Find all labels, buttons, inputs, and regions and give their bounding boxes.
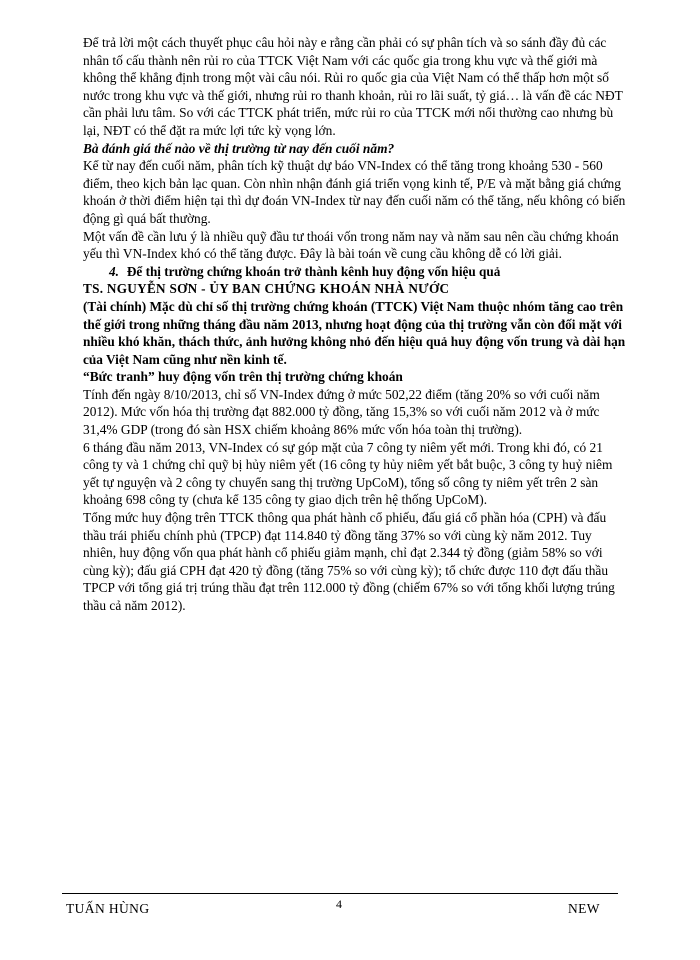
section-heading bbox=[109, 263, 628, 281]
footer-author: TUẤN HÙNG bbox=[66, 901, 150, 916]
body-paragraph: Tính đến ngày 8/10/2013, chỉ số VN-Index đứng ở mức 502,22 điểm (tăng 20% so với cuối năm 2012). Mức vốn hóa thị trường đạt 882.000 tỷ đồng, tăng 15,3% so với cuối năm 2012 và ở mức 31,4% GDP (trong đó sàn HSX chiếm khoảng 86% mức vốn hóa toàn thị trường). bbox=[83, 386, 600, 438]
lead-paragraph: (Tài chính) Mặc dù chỉ số thị trường chứng khoán (TTCK) Việt Nam thuộc nhóm tăng cao trên thế giới trong những tháng đầu năm 2013, nhưng hoạt động của thị trường vẫn còn đối mặt với nhiều khó khăn, thách thức, ảnh hưởng không nhỏ đến hiệu quả huy động vốn trung và dài hạn của Việt Nam cũng như nền kinh tế. bbox=[83, 298, 626, 367]
section-number: 4. bbox=[109, 263, 119, 279]
page-number: 4 bbox=[336, 897, 342, 911]
footer-tag: NEW bbox=[568, 901, 600, 916]
subheading: “Bức tranh” huy động vốn trên thị trường chứng khoán bbox=[83, 369, 403, 385]
body-paragraph: Một vấn đề cần lưu ý là nhiều quỹ đầu tư thoái vốn trong năm nay và năm sau nên cầu chứng khoán yếu thì VN-Index khó có thể tăng được. Đây là bài toán về cung cầu không dễ có lời giải. bbox=[83, 228, 619, 262]
body-paragraph: Để trả lời một cách thuyết phục câu hỏi này e rằng cần phải có sự phân tích và so sánh đầy đủ các nhân tố cấu thành nên rủi ro của TTCK Việt Nam với các quốc gia trong khu vực và thế giới mà không thể khẳng định trong một vài câu nói. Rủi ro quốc gia của Việt Nam có thể thấp hơn một số nước trong khu vực và thế giới, nhưng rủi ro thanh khoản, rủi ro lãi suất, tỷ giá… là vấn đề các NĐT cần phải lưu tâm. So với các TTCK phát triển, mức rủi ro của TTCK mới nổi thường cao nhưng bù lại, NĐT có thể đặt ra mức lợi tức kỳ vọng lớn. bbox=[83, 35, 623, 138]
body-paragraph: Kể từ nay đến cuối năm, phân tích kỹ thuật dự báo VN-Index có thể tăng trong khoảng 530 - 560 điểm, theo kịch bản lạc quan. Còn nhìn nhận đánh giá triển vọng kinh tế, P/E và mặt bằng giá chứng khoán ở thời điểm hiện tại thì dự đoán VN-Index từ nay đến cuối năm có thể tăng, nếu không có biến động gì quá bất thường. bbox=[83, 158, 626, 226]
section-title: Để thị trường chứng khoán trở thành kênh huy động vốn hiệu quả bbox=[126, 263, 501, 279]
body-paragraph: 6 tháng đầu năm 2013, VN-Index có sự góp mặt của 7 công ty niêm yết mới. Trong khi đó, có 21 công ty và 1 chứng chỉ quỹ bị hủy niêm yết (16 công ty hủy niêm yết bắt buộc, 3 công ty huỷ niêm yết tự nguyện và 2 công ty chuyển sang thị trường UpCoM), tổng số công ty niêm yết trên 2 sàn khoảng 698 công ty (chưa kể 135 công ty giao dịch trên hệ thống UpCoM). bbox=[83, 439, 613, 508]
interview-question: Bà đánh giá thế nào về thị trường từ nay đến cuối năm? bbox=[83, 140, 395, 156]
footer-divider bbox=[62, 893, 618, 894]
author-line: TS. NGUYỄN SƠN - ỦY BAN CHỨNG KHOÁN NHÀ NƯỚC bbox=[83, 281, 450, 297]
body-paragraph: Tổng mức huy động trên TTCK thông qua phát hành cổ phiếu, đấu giá cổ phần hóa (CPH) và đấu thầu trái phiếu chính phủ (TPCP) đạt 114.840 tỷ đồng tăng 37% so với cùng kỳ năm 2012. Tuy nhiên, huy động vốn qua phát hành cổ phiếu giảm mạnh, chỉ đạt 2.344 tỷ đồng (giảm 58% so với cùng kỳ); đấu giá CPH đạt 420 tỷ đồng (tăng 75% so với cùng kỳ); tổ chức được 110 đợt đấu thầu TPCP với tổng giá trị trúng thầu đạt trên 112.000 tỷ đồng (chiếm 67% so với tổng khối lượng trúng thầu cả năm 2012). bbox=[83, 510, 615, 613]
page-body bbox=[83, 34, 628, 615]
